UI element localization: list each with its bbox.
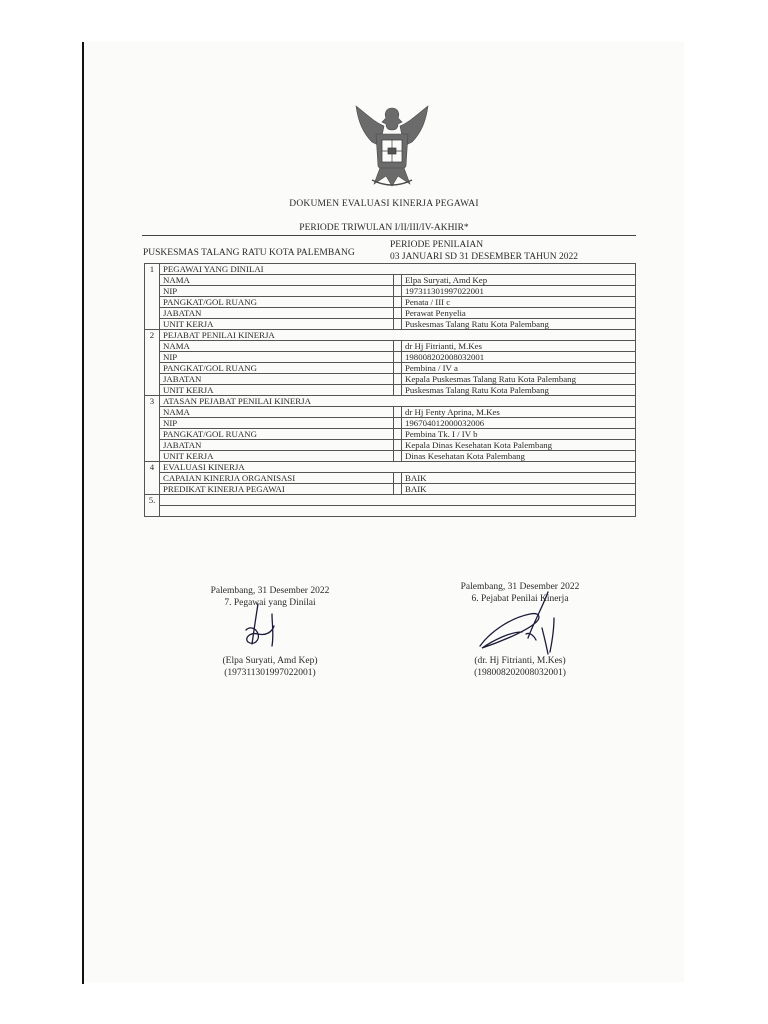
row-label: PREDIKAT KINERJA PEGAWAI xyxy=(160,484,394,495)
handwritten-signature-employee xyxy=(228,600,288,652)
signature-name: (Elpa Suryati, Amd Kep) xyxy=(222,656,318,666)
row-value: 197311301997022001 xyxy=(402,286,636,297)
organization-name: PUSKESMAS TALANG RATU KOTA PALEMBANG xyxy=(143,248,355,258)
row-value: BAIK xyxy=(402,473,636,484)
section-number: 2 xyxy=(145,330,160,396)
row-value: dr Hj Fenty Aprina, M.Kes xyxy=(402,407,636,418)
table-row xyxy=(145,308,636,319)
evaluation-table xyxy=(144,263,636,517)
row-value: Pembina Tk. I / IV b xyxy=(402,429,636,440)
row-value: dr Hj Fitrianti, M.Kes xyxy=(402,341,636,352)
handwritten-signature-assessor xyxy=(470,588,580,660)
table-row xyxy=(145,374,636,385)
signature-nip: (197311301997022001) xyxy=(224,668,316,678)
row-label: JABATAN xyxy=(160,440,394,451)
row-label: UNIT KERJA xyxy=(160,385,394,396)
row-value: BAIK xyxy=(402,484,636,495)
section-title: PEGAWAI YANG DINILAI xyxy=(160,264,636,275)
table-row xyxy=(145,506,636,517)
section-header-row xyxy=(145,495,636,506)
periode-label: PERIODE TRIWULAN I/II/III/IV-AKHIR* xyxy=(299,223,469,233)
row-value: 198008202008032001 xyxy=(402,352,636,363)
table-row xyxy=(145,363,636,374)
section-title xyxy=(160,495,636,506)
table-row xyxy=(145,319,636,330)
section-title: EVALUASI KINERJA xyxy=(160,462,636,473)
periode-penilaian-label: PERIODE PENILAIAN xyxy=(390,240,484,250)
row-value: 196704012000032006 xyxy=(402,418,636,429)
garuda-emblem-icon xyxy=(346,100,438,192)
row-value: Perawat Penyelia xyxy=(402,308,636,319)
document-title: DOKUMEN EVALUASI KINERJA PEGAWAI xyxy=(289,199,479,209)
signature-nip: (198008202008032001) xyxy=(474,668,566,678)
table-row xyxy=(145,341,636,352)
section-number: 3 xyxy=(145,396,160,462)
row-value: Pembina / IV a xyxy=(402,363,636,374)
table-row xyxy=(145,385,636,396)
table-row xyxy=(145,473,636,484)
row-label: UNIT KERJA xyxy=(160,451,394,462)
empty-row xyxy=(160,506,636,517)
row-label: UNIT KERJA xyxy=(160,319,394,330)
row-label: NAMA xyxy=(160,341,394,352)
row-label: PANGKAT/GOL RUANG xyxy=(160,297,394,308)
row-label: NAMA xyxy=(160,275,394,286)
section-number: 4 xyxy=(145,462,160,495)
table-row xyxy=(145,297,636,308)
section-number: 1 xyxy=(145,264,160,330)
signature-name: (dr. Hj Fitrianti, M.Kes) xyxy=(474,656,566,666)
table-row xyxy=(145,275,636,286)
table-row xyxy=(145,352,636,363)
row-value: Kepala Dinas Kesehatan Kota Palembang xyxy=(402,440,636,451)
table-row xyxy=(145,418,636,429)
section-header-row xyxy=(145,396,636,407)
table-row xyxy=(145,451,636,462)
signature-place-date: Palembang, 31 Desember 2022 xyxy=(210,586,330,596)
section-header-row xyxy=(145,462,636,473)
row-label: CAPAIAN KINERJA ORGANISASI xyxy=(160,473,394,484)
table-row xyxy=(145,407,636,418)
page-edge-rule xyxy=(82,42,84,984)
row-value: Kepala Puskesmas Talang Ratu Kota Palembang xyxy=(402,374,636,385)
row-value: Elpa Suryati, Amd Kep xyxy=(402,275,636,286)
signature-role: 7. Pegawai yang Dinilai xyxy=(224,598,316,608)
row-value: Dinas Kesehatan Kota Palembang xyxy=(402,451,636,462)
row-label: JABATAN xyxy=(160,308,394,319)
row-value: Puskesmas Talang Ratu Kota Palembang xyxy=(402,385,636,396)
section-title: ATASAN PEJABAT PENILAI KINERJA xyxy=(160,396,636,407)
row-label: NAMA xyxy=(160,407,394,418)
row-label: PANGKAT/GOL RUANG xyxy=(160,363,394,374)
table-row xyxy=(145,484,636,495)
header-divider xyxy=(142,235,636,236)
row-value: Penata / III c xyxy=(402,297,636,308)
table-row xyxy=(145,440,636,451)
section-number: 5. xyxy=(145,495,160,517)
table-row xyxy=(145,429,636,440)
section-header-row xyxy=(145,330,636,341)
section-header-row xyxy=(145,264,636,275)
row-label: NIP xyxy=(160,286,394,297)
row-label: JABATAN xyxy=(160,374,394,385)
row-label: PANGKAT/GOL RUANG xyxy=(160,429,394,440)
row-label: NIP xyxy=(160,418,394,429)
section-title: PEJABAT PENILAI KINERJA xyxy=(160,330,636,341)
periode-penilaian-value: 03 JANUARI SD 31 DESEMBER TAHUN 2022 xyxy=(390,252,579,262)
signature-place-date: Palembang, 31 Desember 2022 xyxy=(460,582,580,592)
table-row xyxy=(145,286,636,297)
row-value: Puskesmas Talang Ratu Kota Palembang xyxy=(402,319,636,330)
signature-role: 6. Pejabat Penilai Kinerja xyxy=(471,594,569,604)
row-label: NIP xyxy=(160,352,394,363)
